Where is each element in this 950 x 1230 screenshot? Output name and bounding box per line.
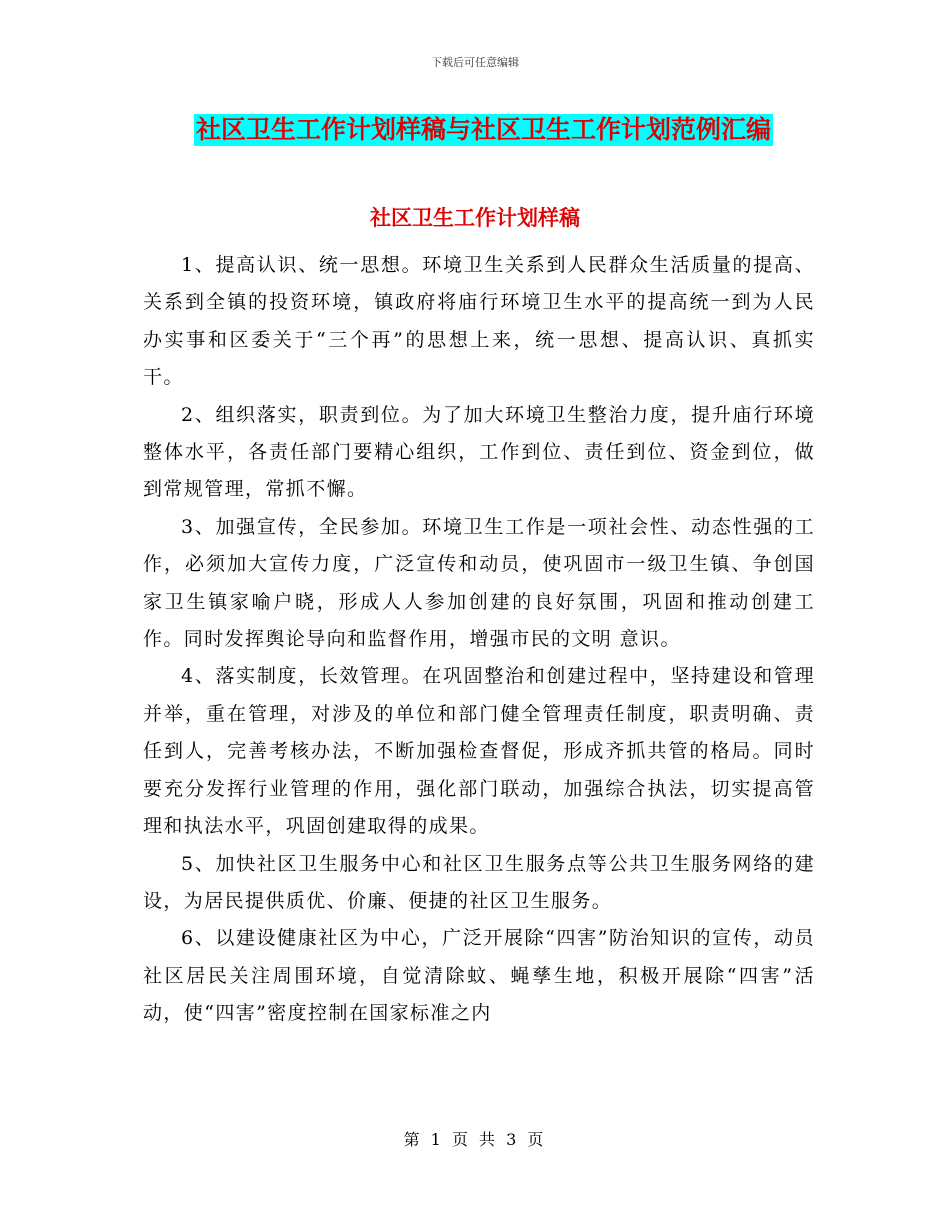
document-body	[143, 247, 815, 1033]
paragraph-2: 2、组织落实，职责到位。为了加大环境卫生整治力度，提升庙行环境整体水平，各责任部门要精心组织，工作到位、责任到位、资金到位，做到常规管理，常抓不懈。	[143, 403, 815, 501]
section-title: 社区卫生工作计划样稿	[370, 206, 580, 230]
paragraph-5: 5、加快社区卫生服务中心和社区卫生服务点等公共卫生服务网络的建设，为居民提供质优、价廉、便捷的社区卫生服务。	[143, 852, 815, 912]
page-number: 第 1 页 共 3 页	[403, 1130, 547, 1149]
paragraph-1: 1、提高认识、统一思想。环境卫生关系到人民群众生活质量的提高、关系到全镇的投资环境，镇政府将庙行环境卫生水平的提高统一到为人民办实事和区委关于“三个再”的思想上来，统一思想、提高认识、真抓实干。	[143, 254, 815, 389]
paragraph-4: 4、落实制度，长效管理。在巩固整治和创建过程中，坚持建设和管理并举，重在管理，对涉及的单位和部门健全管理责任制度，职责明确、责任到人，完善考核办法，不断加强检查督促，形成齐抓共管的格局。同时要充分发挥行业管理的作用，强化部门联动，加强综合执法，切实提高管理和执法水平，巩固创建取得的成果。	[143, 665, 815, 838]
document-title: 社区卫生工作计划样稿与社区卫生工作计划范例汇编	[196, 115, 772, 144]
paragraph-3: 3、加强宣传，全民参加。环境卫生工作是一项社会性、动态性强的工作，必须加大宣传力度，广泛宣传和动员，使巩固市一级卫生镇、争创国家卫生镇家喻户晓，形成人人参加创建的良好氛围，巩固和推动创建工作。同时发挥舆论导向和监督作用，增强市民的文明 意识。	[143, 515, 815, 651]
paragraph-6: 6、以建设健康社区为中心，广泛开展除“四害”防治知识的宣传，动员社区居民关注周围环境，自觉清除蚊、蝇孳生地，积极开展除“四害”活动，使“四害”密度控制在国家标准之内	[143, 927, 815, 1025]
page-header-note: 下载后可任意编辑	[431, 56, 519, 69]
